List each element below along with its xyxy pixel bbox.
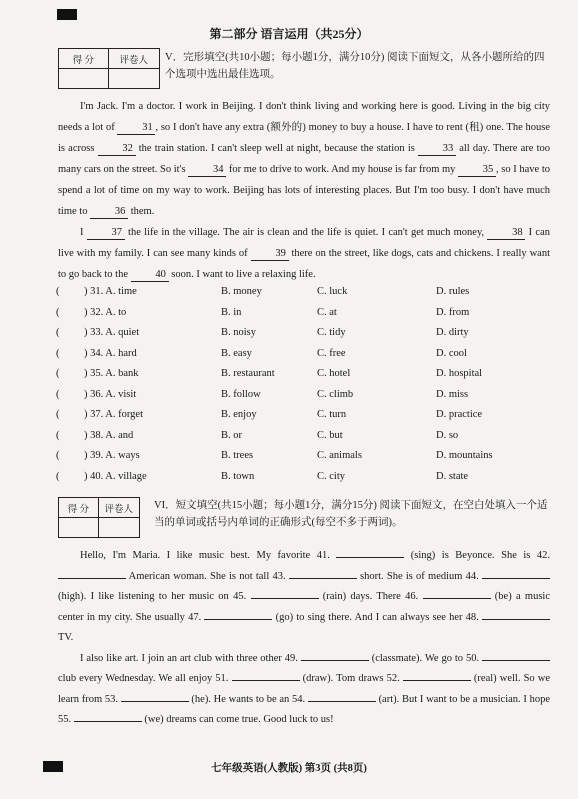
answer-blank[interactable]: 34 — [188, 163, 226, 177]
answer-blank[interactable] — [74, 721, 142, 722]
score-box-section6 — [58, 497, 140, 538]
option-b[interactable]: B. restaurant — [221, 368, 275, 379]
option-d[interactable]: D. dirty — [436, 327, 469, 338]
answer-blank[interactable]: 39 — [251, 247, 289, 261]
passage-text: I also like art. I join an art club with three other 49. — [80, 652, 301, 664]
answer-paren[interactable]: ( — [56, 388, 60, 400]
option-b[interactable]: B. trees — [221, 450, 254, 461]
answer-paren[interactable]: ( — [56, 286, 60, 297]
option-row — [56, 348, 556, 368]
answer-blank[interactable]: 32 — [98, 142, 136, 156]
answer-paren[interactable]: ( — [56, 429, 60, 441]
passage-text: (real) well. So we learn from 53. — [58, 673, 551, 705]
option-a[interactable]: ) 35. A. bank — [84, 368, 139, 379]
option-a[interactable]: ) 40. A. village — [84, 470, 147, 482]
passage-text: for me to drive to work. And my house is far from my — [226, 164, 459, 175]
part-title: 第二部分 语言运用（共25分） — [209, 27, 369, 41]
score-cell[interactable] — [59, 518, 99, 538]
answer-paren[interactable]: ( — [56, 450, 60, 461]
passage-text: (be) a music center in my city. She usually 47. — [58, 591, 550, 623]
answer-paren[interactable]: ( — [56, 368, 60, 379]
option-c[interactable]: C. tidy — [317, 327, 346, 338]
answer-blank[interactable]: 38 — [487, 226, 525, 240]
answer-paren[interactable]: ( — [56, 409, 60, 420]
section5-paragraph-1 — [58, 96, 550, 222]
option-row — [56, 450, 556, 470]
answer-blank[interactable] — [308, 701, 376, 702]
score-label: 得 分 — [59, 49, 109, 69]
section6-paragraph-1 — [58, 546, 550, 649]
passage-text: there on the street, like dogs, cats and chickens. I really want to go back to the — [58, 248, 550, 280]
score-box-section5 — [58, 48, 160, 89]
passage-text: short. She is of medium 44. — [356, 570, 482, 582]
section6-paragraph-2 — [58, 649, 550, 731]
passage-text: soon. I want to live a relaxing life. — [168, 269, 316, 280]
option-a[interactable]: ) 39. A. ways — [84, 450, 140, 461]
passage-text: (art). But I want to be a musician. I hope 55. — [58, 693, 550, 725]
answer-blank[interactable] — [58, 578, 126, 579]
option-row — [56, 368, 556, 388]
option-c[interactable]: C. hotel — [317, 368, 351, 379]
passage-text: Hello, I'm Maria. I like music best. My favorite 41. — [80, 550, 337, 561]
option-b[interactable]: B. in — [221, 306, 242, 318]
passage-text: (draw). Tom draws 52. — [299, 673, 403, 684]
passage-text: the train station. I can't sleep well at night, because the station is — [135, 143, 419, 154]
answer-blank[interactable] — [482, 578, 550, 579]
answer-blank[interactable] — [121, 701, 189, 702]
option-b[interactable]: B. or — [221, 429, 242, 441]
option-a[interactable]: ) 37. A. forget — [84, 409, 144, 420]
passage-text: (he). He wants to be an 54. — [188, 693, 308, 705]
answer-blank[interactable] — [301, 660, 369, 661]
option-c[interactable]: C. turn — [317, 409, 347, 420]
option-row — [56, 307, 556, 327]
answer-blank[interactable] — [232, 680, 300, 681]
option-c[interactable]: C. climb — [317, 388, 354, 400]
option-d[interactable]: D. cool — [436, 347, 467, 359]
answer-blank[interactable] — [403, 680, 471, 681]
passage-text: American woman. She is not tall 43. — [126, 570, 289, 582]
passage-text: all day. There are too many cars on the street. So it's — [58, 143, 551, 175]
option-d[interactable]: D. state — [436, 470, 469, 482]
option-b[interactable]: B. follow — [221, 388, 261, 400]
option-row — [56, 286, 556, 306]
passage-text: , so I don't have any extra (额外的) money to buy a house. I have to rent (租) one. The house is across — [58, 122, 550, 154]
option-a[interactable]: ) 38. A. and — [84, 429, 134, 441]
answer-blank[interactable] — [482, 660, 550, 661]
answer-blank[interactable] — [482, 619, 550, 620]
score-label: 得 分 — [59, 498, 99, 518]
option-b[interactable]: B. easy — [221, 347, 252, 359]
passage-text: (we) dreams can come true. Good luck to us! — [141, 714, 334, 725]
passage-text: (classmate). We go to 50. — [368, 652, 482, 664]
passage-text: club every Wednesday. We all enjoy 51. — [58, 673, 232, 684]
option-d[interactable]: D. from — [436, 306, 470, 318]
option-d[interactable]: D. miss — [436, 388, 469, 400]
option-d[interactable]: D. so — [436, 429, 459, 441]
passage-text: the life in the village. The air is clean and the life is quiet. I can't get much money, — [124, 227, 488, 238]
answer-paren[interactable]: ( — [56, 306, 60, 318]
grader-cell[interactable] — [108, 69, 159, 89]
option-c[interactable]: C. animals — [317, 450, 362, 461]
option-row — [56, 471, 556, 491]
option-row — [56, 389, 556, 409]
option-d[interactable]: D. practice — [436, 409, 483, 420]
section5-paragraph-2 — [58, 222, 550, 285]
answer-blank[interactable] — [336, 557, 404, 558]
option-c[interactable]: C. but — [317, 429, 343, 441]
answer-blank[interactable]: 35 — [458, 163, 496, 177]
option-b[interactable]: B. noisy — [221, 327, 257, 338]
answer-blank[interactable]: 36 — [90, 205, 128, 219]
answer-blank[interactable] — [204, 619, 272, 620]
option-c[interactable]: C. city — [317, 470, 345, 482]
answer-paren[interactable]: ( — [56, 470, 60, 482]
option-b[interactable]: B. enjoy — [221, 409, 257, 420]
grader-cell[interactable] — [98, 518, 139, 538]
passage-text: (rain) days. There 46. — [318, 591, 423, 602]
grader-label: 评卷人 — [108, 49, 159, 69]
passage-text: (high). I like listening to her music on 45. — [58, 591, 251, 602]
answer-blank[interactable]: 31 — [117, 121, 155, 135]
passage-text: TV. — [58, 632, 74, 643]
option-a[interactable]: ) 34. A. hard — [84, 347, 137, 359]
option-d[interactable]: D. hospital — [436, 368, 483, 379]
passage-text: , so I have to spend a lot of time on my way to work. Beijing has lots of interesting places. But I'm too busy. I don't have much time to — [58, 164, 550, 217]
passage-text: I — [80, 227, 87, 238]
answer-blank[interactable] — [251, 598, 319, 599]
section6-heading: VI．短文填空(共15小题；每小题1分，满分15分) 阅读下面短文，在空白处填入一个适当的单词或括号内单词的正确形式(每空不多于两词)。 — [154, 500, 548, 528]
registration-mark-top — [57, 9, 77, 20]
score-cell[interactable] — [59, 69, 109, 89]
answer-blank[interactable] — [423, 598, 491, 599]
option-row — [56, 430, 556, 450]
answer-blank[interactable]: 33 — [418, 142, 456, 156]
option-row — [56, 327, 556, 347]
option-a[interactable]: ) 36. A. visit — [84, 388, 137, 400]
option-c[interactable]: C. at — [317, 306, 337, 318]
answer-blank[interactable]: 37 — [87, 226, 125, 240]
passage-text: (go) to sing there. And I can always see her 48. — [272, 611, 482, 623]
option-b[interactable]: B. town — [221, 470, 255, 482]
passage-text: I can live with my family. I can see many kinds of — [58, 227, 551, 259]
option-a[interactable]: ) 33. A. quiet — [84, 327, 140, 338]
answer-blank[interactable] — [289, 578, 357, 579]
section6-passage — [58, 546, 550, 731]
option-c[interactable]: C. luck — [317, 286, 348, 297]
passage-text: I'm Jack. I'm a doctor. I work in Beijing. I don't think living and working here is good. Living in the big city needs a lot of — [58, 101, 550, 133]
option-c[interactable]: C. free — [317, 347, 346, 359]
answer-paren[interactable]: ( — [56, 327, 60, 338]
option-a[interactable]: ) 31. A. time — [84, 286, 137, 297]
section5-passage — [58, 96, 550, 285]
section5-heading: V．完形填空(共10小题；每小题1分，满分10分) 阅读下面短文，从各小题所给的四个选项中选出最佳选项。 — [165, 52, 545, 80]
option-d[interactable]: D. mountains — [436, 450, 493, 461]
passage-text: (sing) is Beyonce. She is 42. — [404, 550, 550, 561]
option-b[interactable]: B. money — [221, 286, 262, 297]
answer-paren[interactable]: ( — [56, 347, 60, 359]
answer-blank[interactable]: 40 — [131, 268, 169, 282]
option-row — [56, 409, 556, 429]
grader-label: 评卷人 — [98, 498, 139, 518]
page-footer: 七年级英语(人教版) 第3页 (共8页) — [211, 763, 367, 774]
option-d[interactable]: D. rules — [436, 286, 470, 297]
option-a[interactable]: ) 32. A. to — [84, 306, 127, 318]
passage-text: them. — [128, 206, 155, 217]
